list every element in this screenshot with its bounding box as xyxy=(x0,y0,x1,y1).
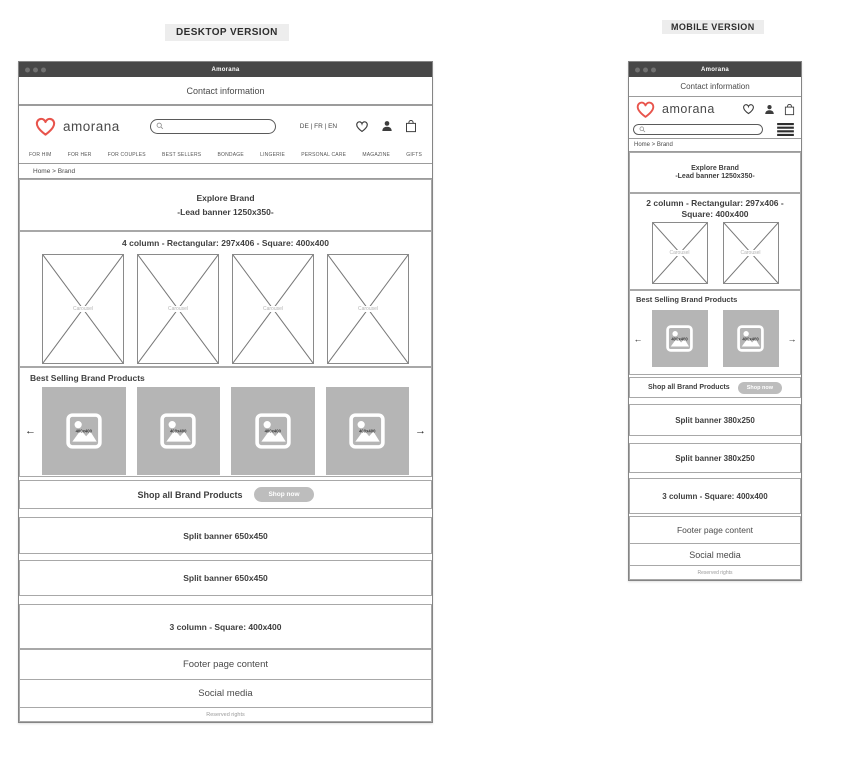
nav-item-for-couples[interactable]: FOR COUPLES xyxy=(107,151,146,158)
carousel-placeholder-tile[interactable] xyxy=(327,254,409,364)
reserved-rights-bar xyxy=(629,565,801,580)
best-selling-section xyxy=(629,290,801,375)
contact-information-label: Contact information xyxy=(680,82,750,91)
mobile-version-label: MOBILE VERSION xyxy=(662,20,764,34)
lead-banner-title: Explore Brand xyxy=(196,193,255,203)
split-banner-1[interactable] xyxy=(629,404,801,436)
product-image-placeholder[interactable] xyxy=(42,387,126,475)
close-window-icon[interactable] xyxy=(25,67,30,72)
image-size-label: 400x400 xyxy=(742,336,759,341)
shopping-bag-icon[interactable] xyxy=(784,103,795,116)
footer-content-label: Footer page content xyxy=(182,659,269,670)
three-column-section[interactable] xyxy=(629,478,801,514)
minimize-window-icon[interactable] xyxy=(643,67,648,72)
carousel-placeholder-tile[interactable] xyxy=(652,222,708,284)
wishlist-heart-icon[interactable] xyxy=(355,120,369,133)
image-size-label: 400x400 xyxy=(75,428,92,434)
product-image-placeholder[interactable] xyxy=(326,387,410,475)
contact-information-label: Contact information xyxy=(186,85,265,96)
three-column-section[interactable] xyxy=(19,604,432,649)
close-window-icon[interactable] xyxy=(635,67,640,72)
split-banner-2[interactable] xyxy=(19,560,432,596)
nav-item-personal-care[interactable]: PERSONAL CARE xyxy=(301,151,347,158)
image-size-label: 400x400 xyxy=(170,428,187,434)
hamburger-menu-icon[interactable] xyxy=(777,123,794,136)
lead-banner-subtitle: -Lead banner 1250x350- xyxy=(177,207,274,217)
shop-now-button[interactable]: Shop now xyxy=(738,382,782,394)
carousel-placeholder-row xyxy=(636,222,794,284)
search-icon xyxy=(156,122,164,130)
search-text-field[interactable] xyxy=(649,127,757,133)
main-navigation xyxy=(19,146,432,163)
header-action-icons xyxy=(355,119,417,133)
social-media-label: Social media xyxy=(198,688,253,699)
image-size-label: 400x400 xyxy=(359,428,376,434)
lead-banner-subtitle: -Lead banner 1250x350- xyxy=(675,173,755,180)
split-banner-2-label: Split banner 650x450 xyxy=(183,573,268,583)
three-column-label: 3 column - Square: 400x400 xyxy=(169,621,282,632)
product-image-placeholder[interactable] xyxy=(137,387,221,475)
split-banner-1-label: Split banner 380x250 xyxy=(675,415,755,425)
lead-banner-title: Explore Brand xyxy=(691,165,739,172)
shop-all-label: Shop all Brand Products xyxy=(648,384,730,391)
social-media-section xyxy=(629,543,801,566)
breadcrumb-text: Home > Brand xyxy=(634,142,673,148)
reserved-rights-bar xyxy=(19,707,432,722)
browser-titlebar xyxy=(629,62,801,77)
desktop-browser-window xyxy=(18,61,433,723)
grid-section-heading: 2 column - Rectangular: 297x406 - Square: 400x400 xyxy=(646,198,784,220)
account-icon[interactable] xyxy=(764,104,775,115)
lead-banner[interactable] xyxy=(19,179,432,231)
shop-all-label: Shop all Brand Products xyxy=(137,489,243,500)
two-column-grid-section xyxy=(629,193,801,290)
social-media-label: Social media xyxy=(689,549,741,560)
header-action-icons xyxy=(742,103,795,116)
account-icon[interactable] xyxy=(381,120,393,132)
breadcrumb[interactable] xyxy=(19,163,432,179)
minimize-window-icon[interactable] xyxy=(33,67,38,72)
carousel-placeholder-tile[interactable] xyxy=(232,254,314,364)
search-text-field[interactable] xyxy=(167,123,270,129)
split-banner-2-label: Split banner 380x250 xyxy=(675,453,755,463)
reserved-rights-label: Reserved rights xyxy=(206,711,245,718)
nav-item-for-her[interactable]: FOR HER xyxy=(67,151,92,158)
window-controls[interactable] xyxy=(635,67,656,72)
desktop-version-label: DESKTOP VERSION xyxy=(165,24,289,41)
maximize-window-icon[interactable] xyxy=(41,67,46,72)
best-selling-heading: Best Selling Brand Products xyxy=(30,373,145,383)
carousel-label: Carousel xyxy=(167,306,189,312)
nav-item-gifts[interactable]: GIFTS xyxy=(406,151,422,158)
wishlist-heart-icon[interactable] xyxy=(742,103,755,115)
carousel-placeholder-tile[interactable] xyxy=(723,222,779,284)
search-row xyxy=(629,121,801,138)
window-title: Amorana xyxy=(211,66,240,73)
product-carousel xyxy=(20,387,431,475)
best-selling-heading: Best Selling Brand Products xyxy=(636,295,738,304)
product-image-placeholder[interactable] xyxy=(723,310,779,367)
carousel-label: Carousel xyxy=(262,306,284,312)
product-tiles xyxy=(644,310,786,367)
nav-item-magazine[interactable]: MAGAZINE xyxy=(362,151,391,158)
social-media-section xyxy=(19,679,432,708)
maximize-window-icon[interactable] xyxy=(651,67,656,72)
brand-logo[interactable] xyxy=(635,100,715,119)
breadcrumb-text: Home > Brand xyxy=(33,167,76,175)
search-input[interactable] xyxy=(633,124,763,135)
search-input[interactable] xyxy=(150,119,276,134)
carousel-label: Carousel xyxy=(357,306,379,312)
carousel-prev-arrow[interactable]: ← xyxy=(25,425,36,437)
carousel-placeholder-tile[interactable] xyxy=(137,254,219,364)
split-banner-1[interactable] xyxy=(19,517,432,554)
shop-all-section xyxy=(19,480,432,509)
site-header xyxy=(629,97,801,121)
logo-text: amorana xyxy=(662,102,715,116)
contact-information-bar[interactable] xyxy=(629,77,801,97)
breadcrumb[interactable] xyxy=(629,138,801,152)
image-size-label: 400x400 xyxy=(671,336,688,341)
contact-information-bar[interactable] xyxy=(19,77,432,106)
shopping-bag-icon[interactable] xyxy=(405,119,417,133)
footer-page-content xyxy=(19,649,432,680)
nav-item-lingerie[interactable]: LINGERIE xyxy=(260,151,286,158)
product-tiles xyxy=(38,387,413,475)
product-image-placeholder[interactable] xyxy=(652,310,708,367)
mobile-browser-window xyxy=(628,61,802,581)
image-size-label: 400x400 xyxy=(264,428,281,434)
browser-titlebar xyxy=(19,62,432,77)
carousel-label: Carousel xyxy=(669,250,690,257)
carousel-label: Carousel xyxy=(72,306,94,312)
carousel-next-arrow[interactable]: → xyxy=(415,425,426,437)
heart-logo-icon xyxy=(34,116,57,137)
logo-text: amorana xyxy=(63,118,120,134)
nav-item-bondage[interactable]: BONDAGE xyxy=(217,151,244,158)
best-selling-section xyxy=(19,367,432,477)
shop-all-section xyxy=(629,377,801,398)
grid-section-heading: 4 column - Rectangular: 297x406 - Square: 400x400 xyxy=(122,238,329,248)
three-column-label: 3 column - Square: 400x400 xyxy=(662,491,768,501)
product-image-placeholder[interactable] xyxy=(231,387,315,475)
four-column-grid-section xyxy=(19,231,432,367)
split-banner-1-label: Split banner 650x450 xyxy=(183,530,268,541)
carousel-placeholder-row xyxy=(42,254,409,364)
language-switcher[interactable]: DE | FR | EN xyxy=(299,122,338,130)
search-icon xyxy=(639,126,646,133)
nav-item-best-sellers[interactable]: BEST SELLERS xyxy=(162,151,202,158)
nav-item-for-him[interactable]: FOR HIM xyxy=(29,151,52,158)
carousel-label: Carousel xyxy=(740,250,761,257)
reserved-rights-label: Reserved rights xyxy=(697,569,733,576)
window-controls[interactable] xyxy=(25,67,46,72)
carousel-placeholder-tile[interactable] xyxy=(42,254,124,364)
heart-logo-icon xyxy=(635,100,656,119)
footer-content-label: Footer page content xyxy=(676,525,754,535)
site-header xyxy=(19,106,432,146)
product-carousel xyxy=(630,310,800,367)
footer-page-content xyxy=(629,516,801,544)
shop-now-button[interactable]: Shop now xyxy=(254,487,313,502)
carousel-next-arrow[interactable]: → xyxy=(787,333,797,344)
brand-logo[interactable] xyxy=(34,116,120,137)
window-title: Amorana xyxy=(700,66,730,73)
split-banner-2[interactable] xyxy=(629,443,801,473)
lead-banner[interactable] xyxy=(629,152,801,193)
carousel-prev-arrow[interactable]: ← xyxy=(633,333,643,344)
